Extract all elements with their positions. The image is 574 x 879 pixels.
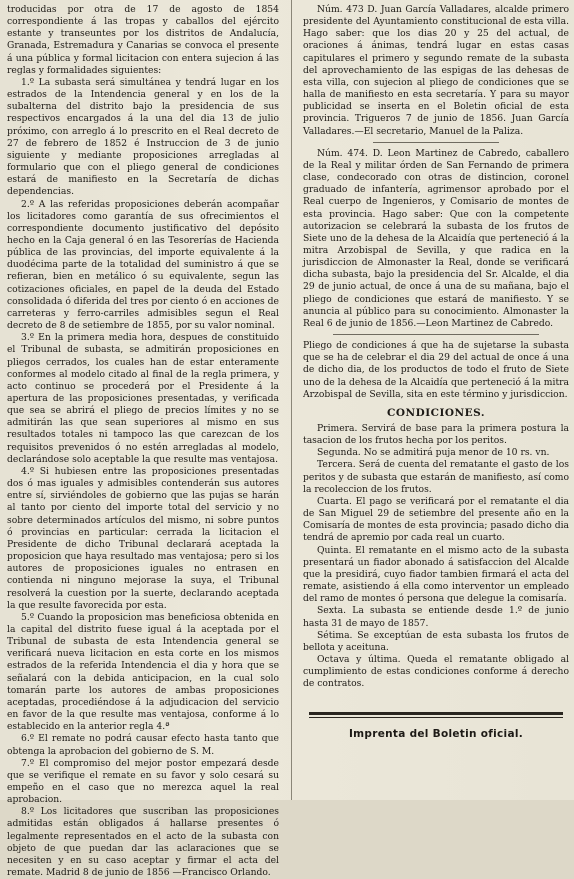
imprint-rule: [309, 717, 563, 718]
conditions-heading: CONDICIONES.: [387, 406, 485, 419]
rule-8-paragraph: 8.º Los licitadores que suscriban las proposiciones admitidas están obligados á hallarse presentes ó legalmente representados en el acto de la subasta con objeto de que puedan dar las aclaraciones que se necesiten y en su caso aceptar y firmar el acta del remate. Madrid 8 de junio de 1856 —Francisco Orlando.: [7, 806, 279, 879]
condition-4: Cuarta. El pago se verificará por el rematante el dia de San Miguel 29 de setiembre del presente año en la Comisaría de montes de esta provincia; pasado dicho dia tendrá de apremio por cada real un cuarto.: [303, 495, 569, 544]
condition-1: Primera. Servirá de base para la primera postura la tasacion de los frutos hecha por los peritos.: [303, 423, 569, 447]
condition-7: Sétima. Se exceptúan de esta subasta los frutos de bellota y aceituna.: [303, 629, 569, 653]
imprint-rule: [309, 712, 563, 715]
condition-5: Quinta. El rematante en el mismo acto de la subasta presentará un fiador abonado á satisfaccion del Alcalde que la presidirá, cuyo fiador tambien firmará el acta del remate, asistiendo á ella como interventor un empleado del ramo de montes ó persona que delegue la comisaría.: [303, 544, 569, 605]
imprint-block: [303, 712, 569, 740]
condition-6: Sexta. La subasta se entiende desde 1.º de junio hasta 31 de mayo de 1857.: [303, 605, 569, 629]
separator: [333, 334, 539, 335]
separator: [373, 142, 499, 143]
condition-3: Tercera. Será de cuenta del rematante el gasto de los peritos y de subasta que estarán de manifiesto, así como la recoleccion de los frutos.: [303, 459, 569, 495]
rule-2-paragraph: 2.º A las referidas proposiciones deberán acompañar los licitadores como garantía de sus ofrecimientos el correspondiente documento justificativo del depósito hecho en la Caja general ó en las Tesorerías de Hacienda pública de las provincias, del importe equivalente á la duodécima parte de la totalidad del suministro á que se refieran, bien en metálico ó su equivalente, segun las cotizaciones oficiales, en papel de la deuda del Estado consolidada ó diferida del tres por ciento ó en acciones de carreteras y ferro-carriles admisibles segun el Real decreto de 8 de setiembre de 1855, por su valor nominal.: [7, 198, 279, 332]
intro-paragraph: troducidas por otra de 17 de agosto de 1854 correspondiente á las tropas y caballos del ejército estante y transeuntes por los distritos de Andalucía, Granada, Estremadura y Canarias se convoca el presente á una pública y formal licitacion con entera sujecion á las reglas y formalidades siguientes:: [7, 4, 279, 76]
left-column: [7, 4, 279, 879]
rule-5-paragraph: 5.º Cuando la proposicion mas beneficiosa obtenida en la capital del distrito fuese igual á la aceptada por el Tribunal de subasta de esta Intendencia general se verificará nueva licitacion en esta corte en los mismos estrados de la referida Intendencia el dia y hora que se señalará con la debida anticipacion, en la cual solo tomarán parte los autores de ambas proposiciones aceptadas, procediéndose á la adjudicacion del servicio en favor de la que resulte mas ventajosa, conforme á lo establecido en la anterior regla 4.ª: [7, 611, 279, 733]
notice-473: Núm. 473 D. Juan García Valladares, alcalde primero presidente del Ayuntamiento constitucional de esta villa. Hago saber: que los dias 20 y 25 del actual, de oraciones á ánimas, tendrá lugar en estas casas capitulares el primero y segundo remate de la subasta del aprovechamiento de las espigas de las dehesas de esta villa, con sujecion al pliego de condiciones que se halla de manifiesto en esta secretaría. Y para su mayor publicidad se inserta en el Boletin oficial de esta provincia. Trigueros 7 de junio de 1856. Juan García Valladares.—El secretario, Manuel de la Paliza.: [303, 4, 569, 137]
condition-8: Octava y última. Queda el rematante obligado al cumplimiento de estas condiciones conforme á derecho de contratos.: [303, 653, 569, 690]
notice-474: Núm. 474. D. Leon Martinez de Cabredo, caballero de la Real y militar órden de San Fernando de primera clase, condecorado con otras de distincion, coronel graduado de infantería, agrimensor aprobado por el Real cuerpo de Ingenieros, y Comisario de montes de esta provincia. Hago saber: Que con la competente autorizacion se celebrará la subasta de los frutos de Siete uno de la dehesa de la Alcaidía que perteneció á la mitra Arzobispal de Sevilla, y que radica en la jurisdiccion de Almonaster la Real, donde se verificará dicha subasta, bajo la presidencia del Sr. Alcalde, el dia 29 de junio actual, de once á una de su mañana, bajo el pliego de condiciones que estará de manifiesto. Y se anuncia al público para su conocimiento. Almonaster la Real 6 de junio de 1856.—Leon Martinez de Cabredo.: [303, 147, 569, 329]
imprint-line: Imprenta del Boletin oficial.: [348, 728, 524, 741]
column-divider: [291, 0, 292, 800]
rule-6-paragraph: 6.º El remate no podrá causar efecto hasta tanto que obtenga la aprobacion del gobierno de S. M.: [7, 733, 279, 757]
right-column: [303, 4, 569, 741]
pliego-paragraph: Pliego de condiciones á que ha de sujetarse la subasta que se ha de celebrar el dia 29 del actual de once á una de dicho dia, de los productos de todo el fruto de Siete uno de la dehesa de la Alcaidía que perteneció á la mitra Arzobispal de Sevilla, sita en este término y jurisdiccion.: [303, 340, 569, 400]
condition-2: Segunda. No se admitirá puja menor de 10 rs. vn.: [317, 447, 550, 459]
rule-7-paragraph: 7.º El compromiso del mejor postor empezará desde que se verifique el remate en su favor y solo cesará su empeño en el caso que no merezca aquel la real aprobacion.: [7, 757, 279, 806]
rule-1-paragraph: 1.º La subasta será simultánea y tendrá lugar en los estrados de la Intendencia general y en los de la subalterna del distrito bajo la presidencia de sus respectivos encargados á la una del dia 13 de julio próximo, con arreglo á lo prescrito en el Real decreto de 27 de febrero de 1852 é Instruccion de 3 de junio siguiente y mediante proposiciones arregladas al formulario que con el pliego general de condiciones estará de manifiesto en la Secretaría de dichas dependencias.: [7, 76, 279, 198]
rule-4-paragraph: 4.º Si hubiesen entre las proposiciones presentadas dos ó mas iguales y admisibles contenderán sus autores entre sí, sirviéndoles de gobierno que las pujas se harán al tanto por ciento del importe total del servicio y no sobre determinados artículos del mismo, ni sobre puntos ó provincias en particular: cerrada la licitacion el Presidente de dicho Tribunal declarará aceptada la proposicion que haya resultado mas ventajosa; pero si los autores de proposiciones iguales no entrasen en contienda ni ninguno mejorase la suya, el Tribunal resolverá la cuestion por la suerte, declarando aceptada la que resulte favorecida por esta.: [7, 465, 279, 611]
rule-3-paragraph: 3.º En la primera media hora, despues de constituido el Tribunal de subasta, se admitirán proposiciones en pliegos cerrados, los cuales han de estar enteramente conformes al modelo citado al final de la regla primera, y acto continuo se procederá por el Presidente á la apertura de las proposiciones presentadas, y verificada que sea se abrirá el pliego de precios límites y no se admitirán las que sean superiores al mismo en sus resultados totales ni tampoco las que carezcan de los requisitos prevenidos ó no estén arregladas al modelo, declarándose solo aceptable la que resulte mas ventajosa.: [7, 332, 279, 465]
